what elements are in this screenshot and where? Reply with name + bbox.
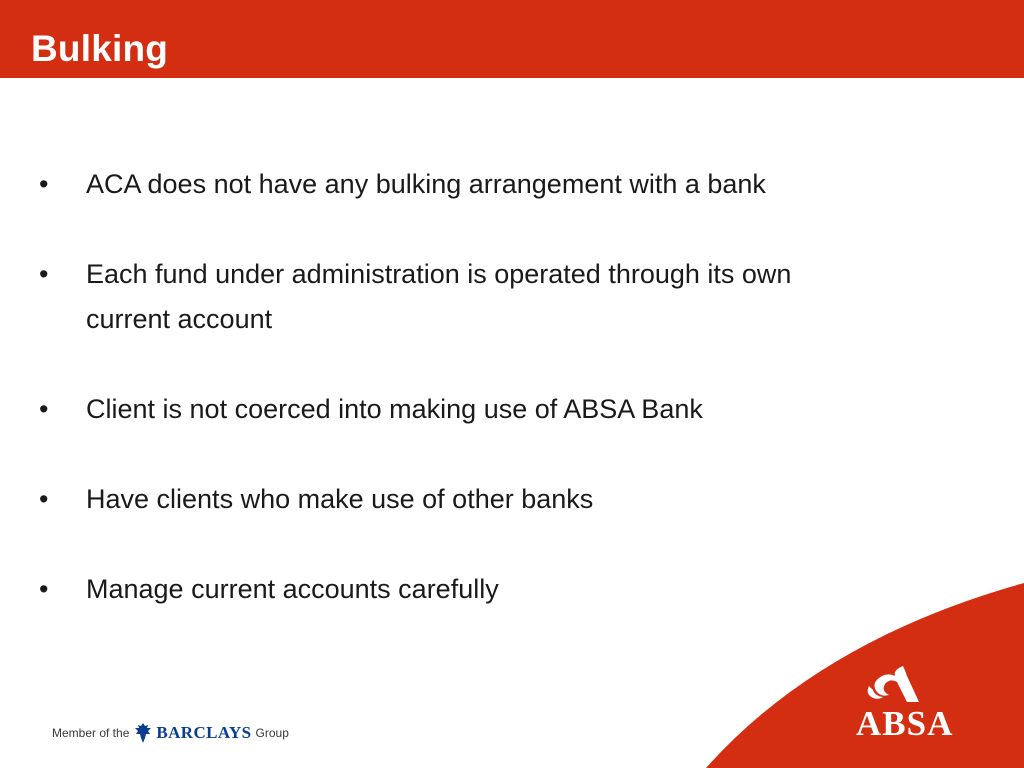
slide-title: Bulking [31, 28, 169, 69]
member-suffix: Group [255, 726, 289, 740]
bullet-text: Each fund under administration is operated through its own current account [86, 259, 792, 334]
bullet-text: Manage current accounts carefully [86, 574, 499, 604]
barclays-wordmark: BARCLAYS [156, 723, 252, 742]
bullet-marker: • [39, 259, 49, 289]
absa-logo [856, 664, 974, 744]
bullet-marker: • [39, 484, 49, 514]
bullet-marker: • [39, 394, 49, 424]
bullet-marker: • [39, 169, 49, 199]
bullet-marker: • [39, 574, 49, 604]
member-prefix: Member of the [52, 726, 130, 740]
absa-symbol-icon [863, 664, 923, 704]
bullet-text: Client is not coerced into making use of ABSA Bank [86, 394, 703, 424]
absa-wordmark: ABSA [856, 704, 954, 743]
bullet-text: ACA does not have any bulking arrangement with a bank [86, 169, 766, 199]
bullet-text: Have clients who make use of other banks [86, 484, 594, 514]
